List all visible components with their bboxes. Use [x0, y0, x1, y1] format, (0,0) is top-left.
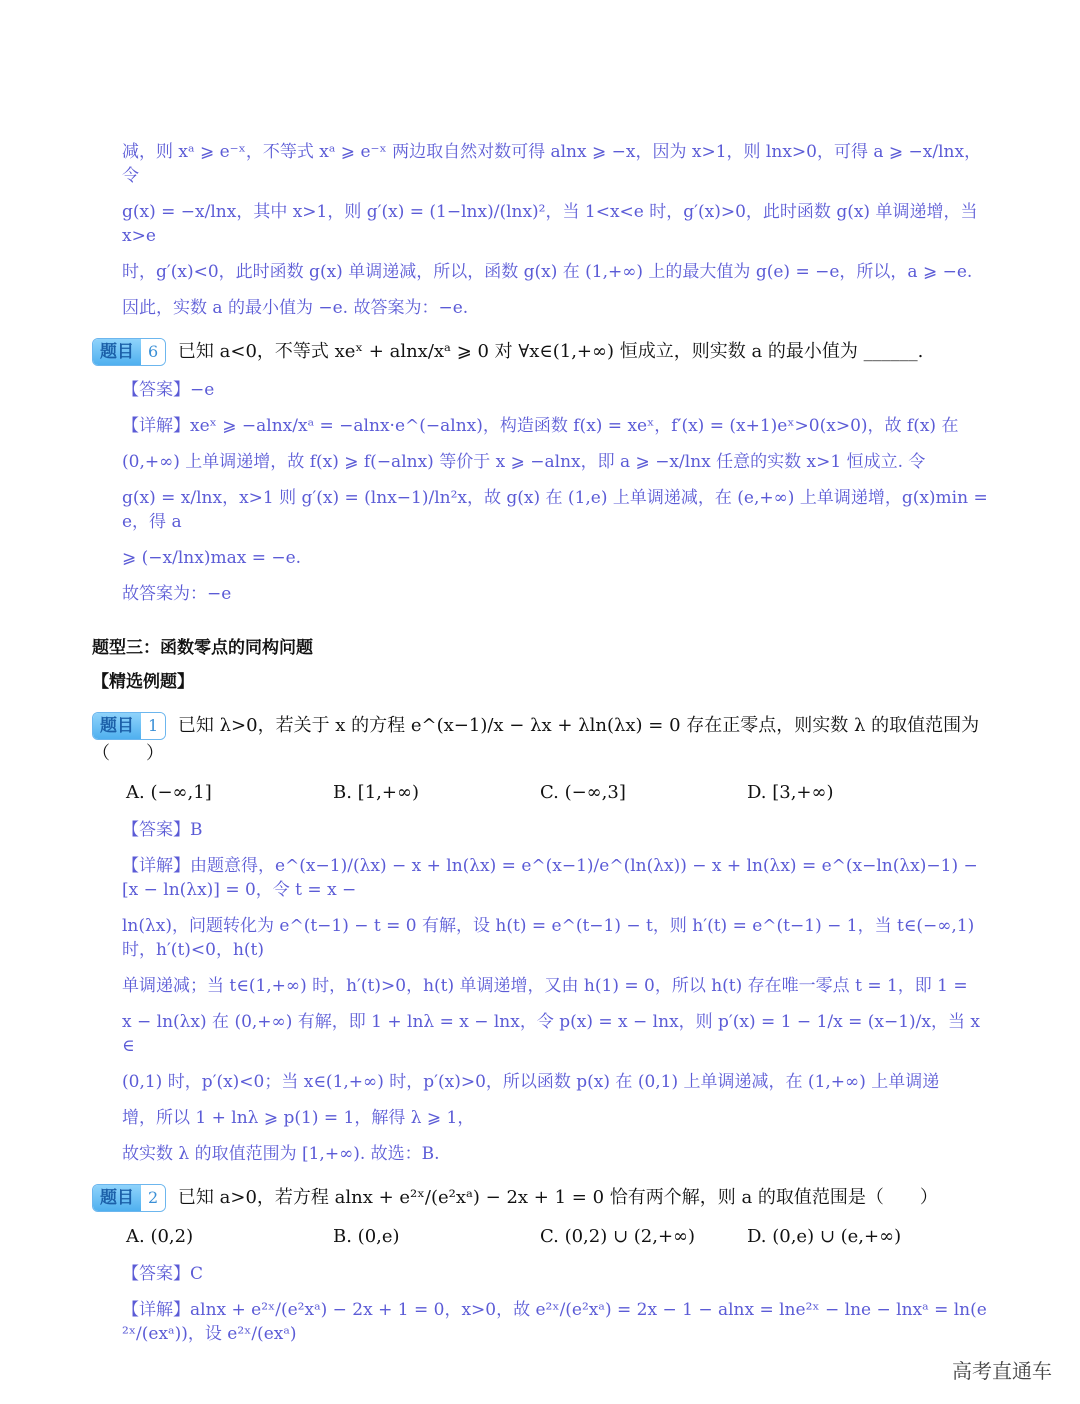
- detail-line: 增，所以 1 + lnλ ⩾ p(1) = 1，解得 λ ⩾ 1，: [122, 1108, 475, 1128]
- answer: 【答案】B: [122, 820, 203, 840]
- answer: 【答案】C: [122, 1264, 204, 1284]
- badge-label: 题目: [93, 1185, 141, 1211]
- option-d: D. [3,+∞): [747, 782, 834, 803]
- detail-line: ⩾ (−x/lnx)max = −e.: [122, 548, 302, 568]
- detail-line: 单调递减；当 t∈(1,+∞) 时，h′(t)>0，h(t) 单调递增，又由 h(1) = 0，所以 h(t) 存在唯一零点 t = 1，即 1 =: [122, 976, 968, 996]
- question-text: 已知 a<0，不等式 xeˣ + alnx/xᵃ ⩾ 0 对 ∀x∈(1,+∞) 恒成立，则实数 a 的最小值为 ______.: [177, 341, 924, 362]
- watermark: 高考直通车: [952, 1359, 1052, 1383]
- badge-label: 题目: [93, 713, 141, 739]
- option-a: A. (−∞,1]: [126, 782, 212, 803]
- option-c: C. (−∞,3]: [540, 782, 626, 803]
- detail-line: 【详解】xeˣ ⩾ −alnx/xᵃ = −alnx·e^(−alnx)，构造函数 f(x) = xeˣ，f′(x) = (x+1)eˣ>0(x>0)，故 f(x) 在: [122, 416, 959, 436]
- question-badge: [92, 338, 166, 366]
- option-d: D. (0,e) ∪ (e,+∞): [747, 1226, 902, 1247]
- option-b: B. (0,e): [333, 1226, 400, 1247]
- question-badge: [92, 1184, 166, 1212]
- detail-line: 故答案为：−e: [122, 584, 232, 604]
- option-c: C. (0,2) ∪ (2,+∞): [540, 1226, 696, 1247]
- question-2: [92, 1184, 992, 1212]
- question-text: 已知 λ>0，若关于 x 的方程 e^(x−1)/x − λx + λln(λx) = 0 存在正零点，则实数 λ 的取值范围为（ ）: [92, 715, 980, 764]
- explanation-line: 减，则 xᵃ ⩾ e⁻ˣ，不等式 xᵃ ⩾ e⁻ˣ 两边取自然对数可得 alnx ⩾ −x，因为 x>1，则 lnx>0，可得 a ⩾ −x/lnx，令: [122, 142, 982, 186]
- option-b: B. [1,+∞): [333, 782, 419, 803]
- explanation-line: g(x) = −x/lnx，其中 x>1，则 g′(x) = (1−lnx)/(lnx)²，当 1<x<e 时，g′(x)>0，此时函数 g(x) 单调递增，当 x>e: [122, 202, 978, 246]
- detail-line: 【详解】alnx + e²ˣ/(e²xᵃ) − 2x + 1 = 0，x>0，故 e²ˣ/(e²xᵃ) = 2x − 1 − alnx = lne²ˣ − lne − lnxᵃ = ln(e²ˣ/(exᵃ))，设 e²ˣ/(exᵃ): [122, 1300, 987, 1344]
- option-a: A. (0,2): [126, 1226, 194, 1247]
- detail-line: (0,+∞) 上单调递增，故 f(x) ⩾ f(−alnx) 等价于 x ⩾ −alnx，即 a ⩾ −x/lnx 任意的实数 x>1 恒成立. 令: [122, 452, 926, 472]
- examples-label: 【精选例题】: [92, 672, 194, 692]
- detail-line: x − ln(λx) 在 (0,+∞) 有解，即 1 + lnλ = x − lnx，令 p(x) = x − lnx，则 p′(x) = 1 − 1/x = (x−1)/x，当 x∈: [122, 1012, 980, 1056]
- badge-number: 6: [141, 339, 165, 365]
- badge-number: 2: [141, 1185, 165, 1211]
- badge-label: 题目: [93, 339, 141, 365]
- explanation-line: 时，g′(x)<0，此时函数 g(x) 单调递减，所以，函数 g(x) 在 (1,+∞) 上的最大值为 g(e) = −e，所以，a ⩾ −e.: [122, 262, 973, 282]
- options-row: [126, 780, 1080, 806]
- section-title: 题型三：函数零点的同构问题: [92, 638, 313, 658]
- question-1: [92, 712, 992, 768]
- detail-line: 【详解】由题意得，e^(x−1)/(λx) − x + ln(λx) = e^(x−1)/e^(ln(λx)) − x + ln(λx) = e^(x−ln(λx)−1) − [x − ln(λx)] = 0，令 t = x −: [122, 856, 978, 900]
- question-6: [92, 338, 992, 366]
- answer: 【答案】−e: [122, 380, 215, 400]
- question-badge: [92, 712, 166, 740]
- detail-line: (0,1) 时，p′(x)<0；当 x∈(1,+∞) 时，p′(x)>0，所以函数 p(x) 在 (0,1) 上单调递减，在 (1,+∞) 上单调递: [122, 1072, 940, 1092]
- detail-line: 故实数 λ 的取值范围为 [1,+∞). 故选：B.: [122, 1144, 440, 1164]
- detail-line: g(x) = x/lnx，x>1 则 g′(x) = (lnx−1)/ln²x，故 g(x) 在 (1,e) 上单调递减，在 (e,+∞) 上单调递增，g(x)min = e，得 a: [122, 488, 988, 532]
- badge-number: 1: [141, 713, 165, 739]
- explanation-line: 因此，实数 a 的最小值为 −e. 故答案为：−e.: [122, 298, 469, 318]
- options-row: [126, 1224, 1080, 1250]
- question-text: 已知 a>0，若方程 alnx + e²ˣ/(e²xᵃ) − 2x + 1 = 0 恰有两个解，则 a 的取值范围是（ ）: [177, 1187, 938, 1208]
- detail-line: ln(λx)，问题转化为 e^(t−1) − t = 0 有解，设 h(t) = e^(t−1) − t，则 h′(t) = e^(t−1) − 1，当 t∈(−∞,1) 时，h′(t)<0，h(t): [122, 916, 975, 960]
